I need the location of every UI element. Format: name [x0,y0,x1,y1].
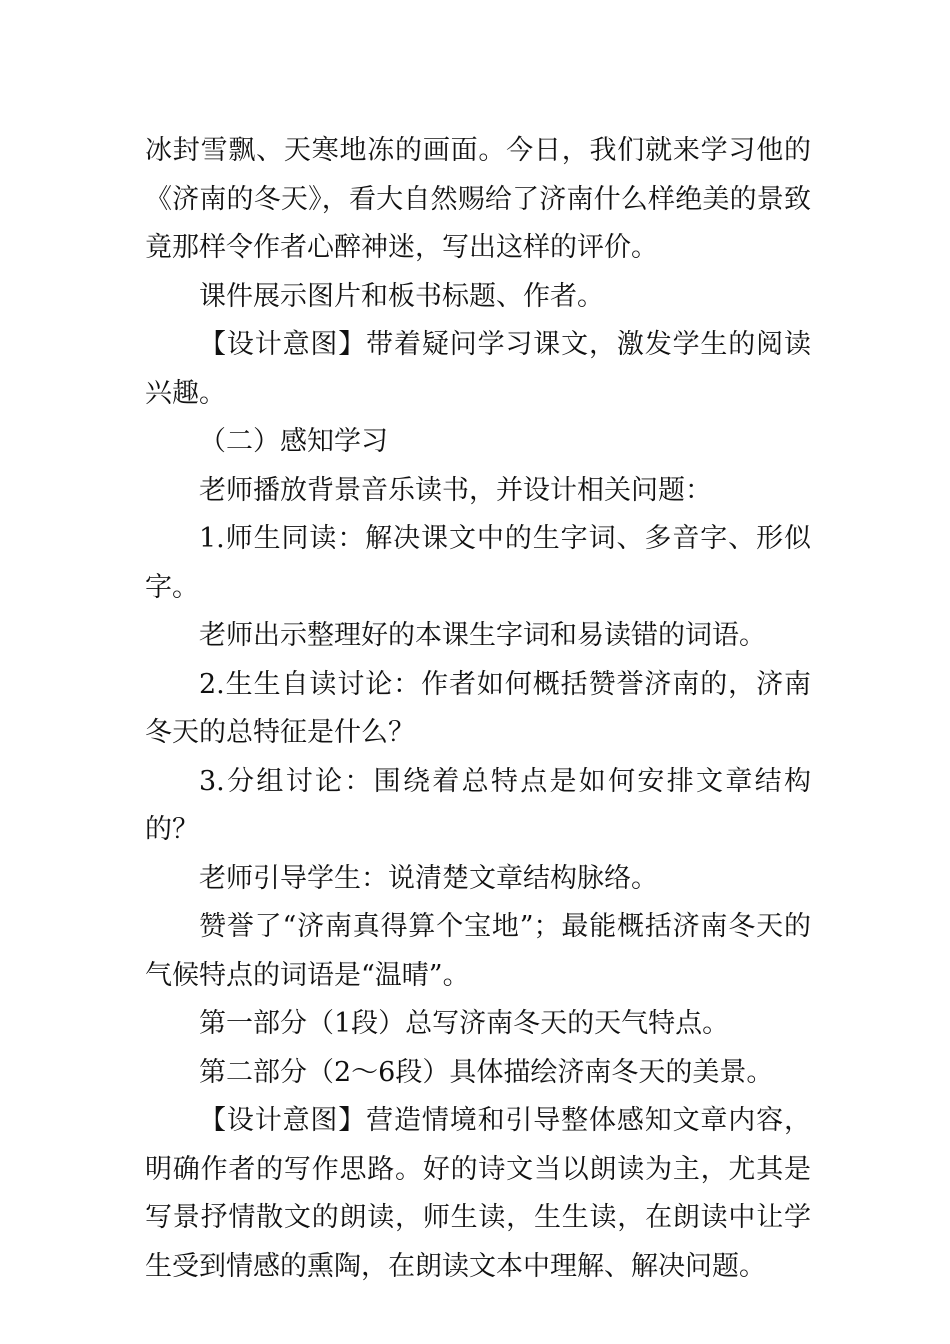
list-item-1: 1.师生同读：解决课文中的生字词、多音字、形似字。 [145,523,811,603]
paragraph-14: 【设计意图】营造情境和引导整体感知文章内容，明确作者的写作思路。好的诗文当以朗读为主，尤其是写景抒情散文的朗读，师生读，生生读，在朗读中让学生受到情感的熏陶，在朗读文本中理解、解决问题。 [145,1105,811,1282]
list-item-2: 2.生生自读讨论：作者如何概括赞誉济南的，济南冬天的总特征是什么？ [145,668,811,748]
paragraph-13: 第二部分（2～6段）具体描绘济南冬天的美景。 [199,1056,774,1088]
paragraph-12: 第一部分（1段）总写济南冬天的天气特点。 [199,1008,730,1039]
paragraph-2: 课件展示图片和板书标题、作者。 [199,280,604,312]
paragraph-1: 冰封雪飘、天寒地冻的画面。今日，我们就来学习他的《济南的冬天》，看大自然赐给了济南什么样绝美的景致竟那样令作者心醉神迷，写出这样的评价。 [145,135,811,263]
paragraph-5: 老师播放背景音乐读书，并设计相关问题： [199,474,712,506]
list-item-3: 3.分组讨论：围绕着总特点是如何安排文章结构的？ [145,765,811,845]
paragraph-10: 老师引导学生：说清楚文章结构脉络。 [199,862,658,894]
paragraph-11: 赞誉了“济南真得算个宝地”；最能概括济南冬天的气候特点的词语是“温晴”。 [145,911,811,991]
paragraph-7: 老师出示整理好的本课生字词和易读错的词语。 [199,620,766,651]
document-body [145,127,811,1291]
paragraph-3: 【设计意图】带着疑问学习课文，激发学生的阅读兴趣。 [145,329,811,409]
section-heading: （二）感知学习 [199,426,388,457]
